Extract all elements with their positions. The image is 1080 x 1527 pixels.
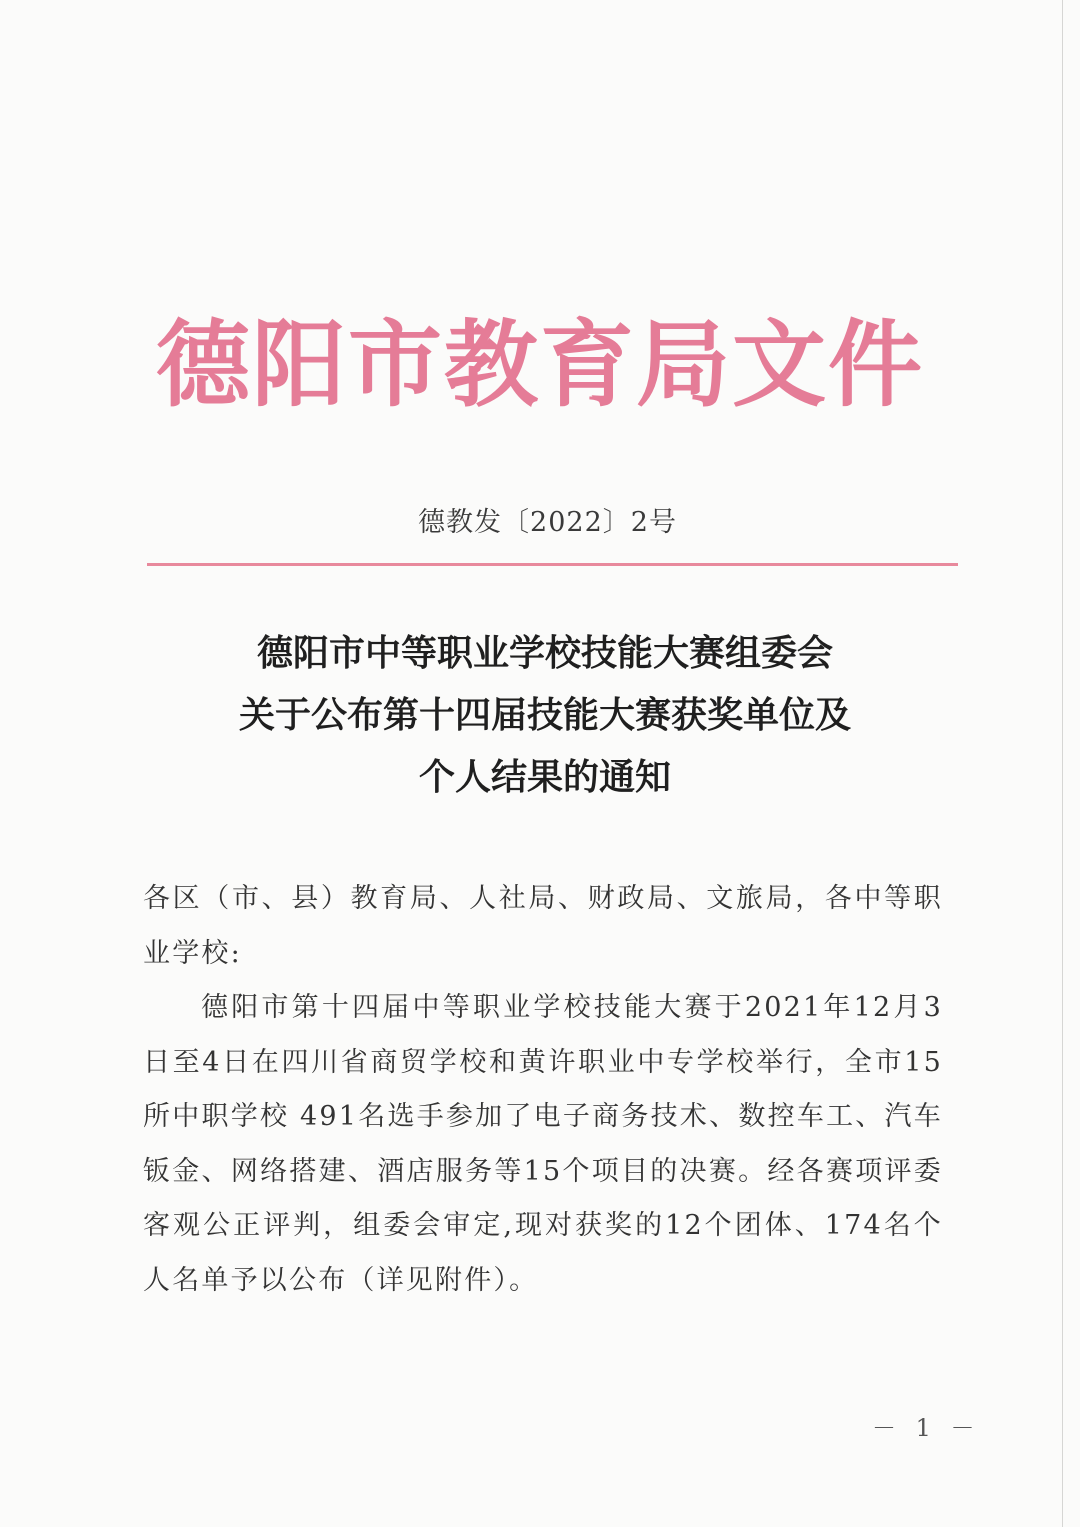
page-number: － 1 －	[872, 1414, 981, 1442]
notice-title	[0, 622, 1080, 808]
title-line-1: 德阳市中等职业学校技能大赛组委会	[256, 632, 833, 674]
title-line-2: 关于公布第十四届技能大赛获奖单位及	[238, 694, 851, 736]
document-number: 德教发〔2022〕2号	[418, 507, 677, 538]
notice-body	[143, 872, 943, 1308]
title-line-3: 个人结果的通知	[418, 756, 671, 798]
body-paragraph-1: 德阳市第十四届中等职业学校技能大赛于2021年12月3日至4日在四川省商贸学校和黄许职业中专学校举行，全市15所中职学校 491名选手参加了电子商务技术、数控车工、汽车钣金、网络搭建、酒店服务等15个项目的决赛。经各赛项评委客观公正评判，组委会审定,现对获奖的12个团体、174名个人名单予以公布（详见附件）。	[143, 992, 943, 1296]
red-separator-line	[147, 563, 958, 566]
masthead-title: 德阳市教育局文件	[155, 310, 924, 420]
salutation: 各区（市、县）教育局、人社局、财政局、文旅局，各中等职业学校:	[143, 883, 943, 969]
